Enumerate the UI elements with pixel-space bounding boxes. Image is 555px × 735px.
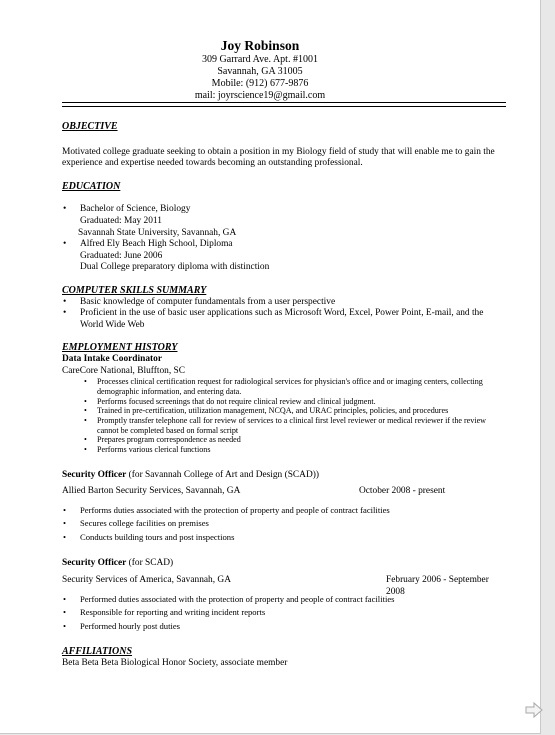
education-list-2 <box>62 239 506 274</box>
job-title-detail: (for SCAD) <box>126 558 174 569</box>
job-title: Data Intake Coordinator <box>62 353 162 364</box>
diploma: • Alfred Ely Beach High School, Diploma <box>80 239 233 250</box>
list-item: • Performed duties associated with the protection of property and people of contract facilities <box>62 593 506 607</box>
skills-list <box>62 297 506 332</box>
job-company: Allied Barton Security Services, Savannah, GA <box>62 486 241 497</box>
graduation-date: Graduated: June 2006 <box>80 250 163 261</box>
objective-text: Motivated college graduate seeking to obtain a position in my Biology field of study that will enable me to gain the experience and expertise needed towards becoming an outstanding professional. <box>62 146 495 169</box>
list-item: • Performs duties associated with the protection of property and people of contract facilities <box>62 504 506 518</box>
list-item: • Performs focused screenings that do not require clinical review and clinical judgment. <box>62 397 506 407</box>
duties-list <box>62 377 506 455</box>
list-item: • Conducts building tours and post inspections <box>62 531 506 545</box>
education-item <box>62 239 506 274</box>
job-title: Security Officer <box>62 469 127 480</box>
degree: • Bachelor of Science, Biology <box>80 204 191 215</box>
education-item <box>62 204 506 227</box>
diploma-detail: Dual College preparatory diploma with distinction <box>80 262 270 273</box>
list-item: • Secures college facilities on premises <box>62 517 506 531</box>
job-company: CareCore National, Bluffton, SC <box>62 365 185 376</box>
resume-body <box>62 121 506 669</box>
resume-header <box>0 38 540 102</box>
list-item: • Prepares program correspondence as needed <box>62 435 506 445</box>
affiliations-heading: AFFILIATIONS <box>62 646 133 658</box>
education-list <box>62 204 506 227</box>
job-company: Security Services of America, Savannah, GA <box>62 575 231 585</box>
school-name: Savannah State University, Savannah, GA <box>78 227 237 238</box>
list-item: • Responsible for reporting and writing incident reports <box>62 606 506 620</box>
next-page-arrow-icon[interactable] <box>524 700 544 720</box>
affiliations-text: Beta Beta Beta Biological Honor Society, associate member <box>62 657 288 668</box>
employment-heading: EMPLOYMENT HISTORY <box>62 342 178 354</box>
skills-heading: COMPUTER SKILLS SUMMARY <box>62 284 207 296</box>
list-item: • Performed hourly post duties <box>62 620 506 634</box>
job-company-row <box>62 486 506 498</box>
job-dates: October 2008 - present <box>359 486 446 497</box>
duties-list <box>62 593 506 634</box>
education-heading: EDUCATION <box>62 180 121 192</box>
job-title: Security Officer <box>62 558 127 569</box>
list-item: • Basic knowledge of computer fundamentals from a user perspective <box>62 297 506 309</box>
address-line-1: 309 Garrard Ave. Apt. #1001 <box>202 54 318 65</box>
list-item: • Processes clinical certification request for radiological services for physician's office and or imaging centers, collecting demographic information, and entering data. <box>62 377 506 396</box>
duties-list <box>62 504 506 545</box>
job-company-row <box>62 575 506 597</box>
job-dates: February 2006 - September 2008 <box>386 575 489 597</box>
header-divider <box>62 102 506 107</box>
job-header <box>62 558 506 570</box>
list-item: • Trained in pre-certification, utilization management, NCQA, and URAC principles, policies, and procedures <box>62 406 506 416</box>
graduation-date: Graduated: May 2011 <box>80 215 162 226</box>
objective-heading: OBJECTIVE <box>62 121 118 132</box>
list-item: • Proficient in the use of basic user applications such as Microsoft Word, Excel, Power Point, E-mail, and the World Wide Web <box>62 308 506 331</box>
candidate-name: Joy Robinson <box>220 38 300 53</box>
address-line-2: Savannah, GA 31005 <box>217 66 303 77</box>
mobile-number: Mobile: (912) 677-9876 <box>211 78 309 89</box>
list-item: • Promptly transfer telephone call for review of services to a clinical first level reviewer or medical reviewer if the review cannot be completed based on formal script <box>62 416 506 435</box>
email-address: mail: joyrscience19@gmail.com <box>194 90 326 101</box>
job-title-detail: (for Savannah College of Art and Design (SCAD)) <box>126 469 319 480</box>
job-header <box>62 470 506 482</box>
list-item: • Performs various clerical functions <box>62 445 506 455</box>
